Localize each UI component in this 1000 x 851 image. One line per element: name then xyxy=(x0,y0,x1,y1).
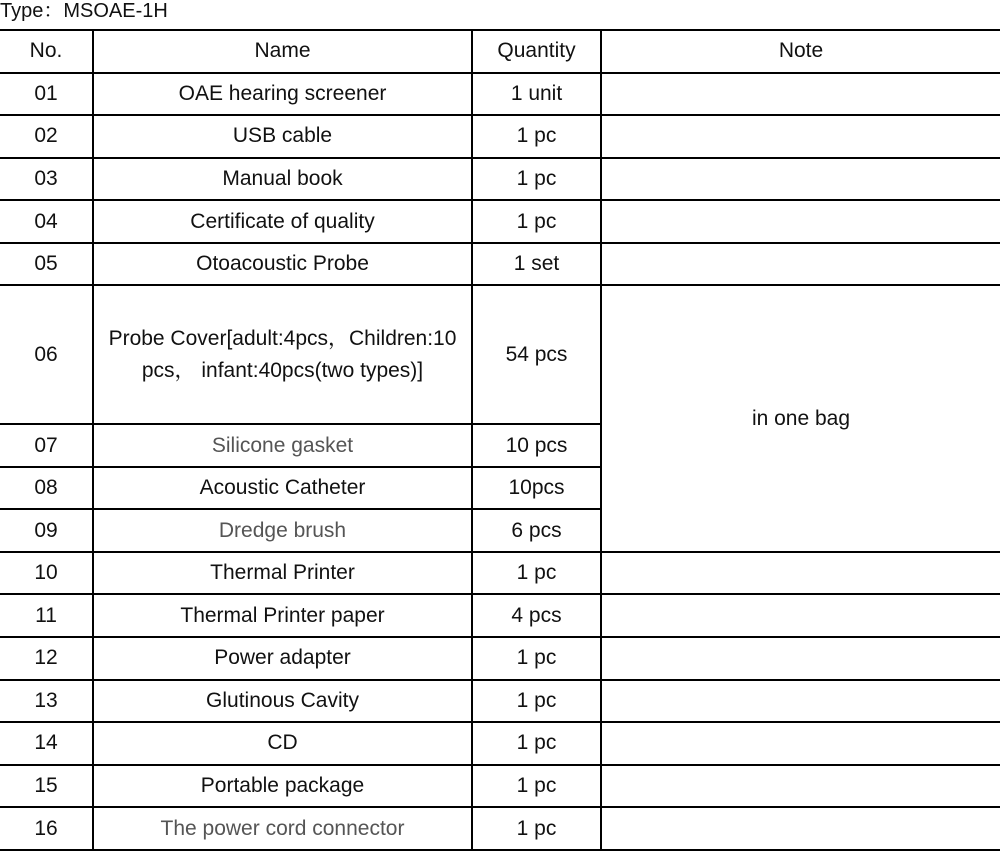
cell-note xyxy=(601,594,1000,637)
table-row xyxy=(0,680,1000,723)
cell-note xyxy=(601,115,1000,158)
cell-quantity: 10 pcs xyxy=(472,424,601,467)
cell-name: OAE hearing screener xyxy=(93,73,472,116)
cell-note xyxy=(601,243,1000,286)
cell-quantity: 54 pcs xyxy=(472,285,601,424)
cell-no: 06 xyxy=(0,285,93,424)
cell-quantity: 1 set xyxy=(472,243,601,286)
cell-no: 11 xyxy=(0,594,93,637)
cell-name: Probe Cover[adult:4pcs，Children:10 pcs， infant:40pcs(two types)] xyxy=(93,285,472,424)
cell-name: Glutinous Cavity xyxy=(93,680,472,723)
cell-quantity: 1 pc xyxy=(472,200,601,243)
cell-name: Certificate of quality xyxy=(93,200,472,243)
cell-no: 16 xyxy=(0,807,93,850)
cell-quantity: 6 pcs xyxy=(472,509,601,552)
table-row xyxy=(0,594,1000,637)
cell-note xyxy=(601,680,1000,723)
cell-note-merged: in one bag xyxy=(601,285,1000,552)
table-row xyxy=(0,765,1000,808)
table-header-row xyxy=(0,30,1000,73)
table-row xyxy=(0,73,1000,116)
cell-name: The power cord connector xyxy=(93,807,472,850)
cell-name: USB cable xyxy=(93,115,472,158)
cell-quantity: 1 pc xyxy=(472,115,601,158)
type-label: Type： xyxy=(0,0,64,22)
header-name: Name xyxy=(93,30,472,73)
cell-note xyxy=(601,552,1000,595)
cell-no: 10 xyxy=(0,552,93,595)
table-row xyxy=(0,807,1000,850)
cell-name: Portable package xyxy=(93,765,472,808)
table-row xyxy=(0,243,1000,286)
header-note: Note xyxy=(601,30,1000,73)
cell-name: Thermal Printer paper xyxy=(93,594,472,637)
cell-no: 01 xyxy=(0,73,93,116)
cell-name: CD xyxy=(93,722,472,765)
cell-note xyxy=(601,765,1000,808)
cell-no: 03 xyxy=(0,158,93,201)
cell-quantity: 1 pc xyxy=(472,722,601,765)
cell-no: 12 xyxy=(0,637,93,680)
cell-name: Manual book xyxy=(93,158,472,201)
cell-note xyxy=(601,200,1000,243)
cell-name: Otoacoustic Probe xyxy=(93,243,472,286)
cell-note xyxy=(601,807,1000,850)
cell-no: 08 xyxy=(0,467,93,510)
table-row xyxy=(0,722,1000,765)
packing-list-table xyxy=(0,29,1000,851)
cell-quantity: 10pcs xyxy=(472,467,601,510)
cell-quantity: 1 pc xyxy=(472,807,601,850)
type-value: MSOAE-1H xyxy=(63,0,168,22)
table-row xyxy=(0,200,1000,243)
table-row xyxy=(0,637,1000,680)
header-quantity: Quantity xyxy=(472,30,601,73)
table-row xyxy=(0,115,1000,158)
cell-note xyxy=(601,158,1000,201)
cell-name: Dredge brush xyxy=(93,509,472,552)
cell-quantity: 1 pc xyxy=(472,680,601,723)
cell-name: Acoustic Catheter xyxy=(93,467,472,510)
table-row xyxy=(0,285,1000,424)
cell-note xyxy=(601,637,1000,680)
cell-quantity: 1 pc xyxy=(472,637,601,680)
cell-quantity: 1 pc xyxy=(472,552,601,595)
cell-quantity: 1 pc xyxy=(472,158,601,201)
cell-quantity: 1 pc xyxy=(472,765,601,808)
type-line xyxy=(0,0,168,28)
header-no: No. xyxy=(0,30,93,73)
cell-no: 15 xyxy=(0,765,93,808)
cell-no: 04 xyxy=(0,200,93,243)
cell-quantity: 4 pcs xyxy=(472,594,601,637)
cell-no: 07 xyxy=(0,424,93,467)
table-row xyxy=(0,158,1000,201)
cell-no: 09 xyxy=(0,509,93,552)
cell-note xyxy=(601,73,1000,116)
cell-name: Power adapter xyxy=(93,637,472,680)
cell-note xyxy=(601,722,1000,765)
cell-name: Thermal Printer xyxy=(93,552,472,595)
cell-no: 13 xyxy=(0,680,93,723)
table-row xyxy=(0,552,1000,595)
cell-quantity: 1 unit xyxy=(472,73,601,116)
cell-no: 02 xyxy=(0,115,93,158)
cell-no: 05 xyxy=(0,243,93,286)
cell-name: Silicone gasket xyxy=(93,424,472,467)
cell-no: 14 xyxy=(0,722,93,765)
